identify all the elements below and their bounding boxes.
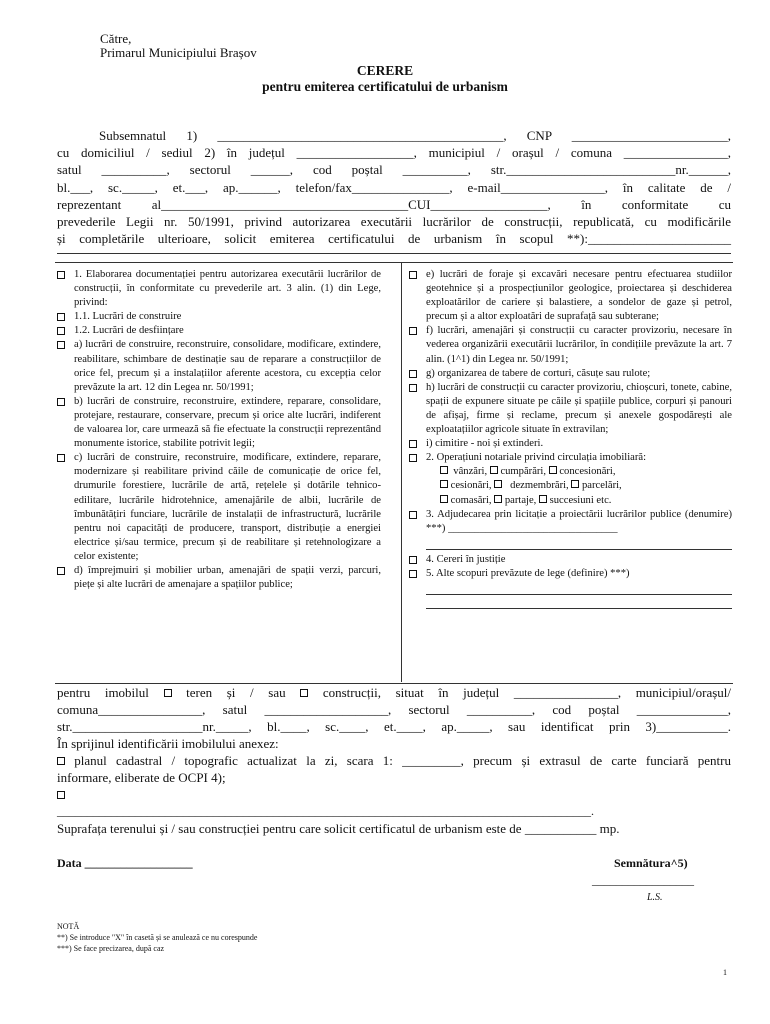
other-purpose-blank-line[interactable] — [426, 595, 732, 609]
checkbox-icon[interactable] — [409, 384, 417, 392]
seal-label: L.S. — [647, 892, 663, 903]
option-transfers: cesionări, — [450, 480, 492, 492]
recipient-label: Către, — [100, 31, 132, 46]
checkbox-icon[interactable] — [409, 271, 417, 279]
applicant-name-line[interactable]: Subsemnatul 1) ____________________________________________, CNP ________________________, — [99, 128, 731, 143]
option-c[interactable]: c) lucrări de construire, reconstruire, modificare, extindere, reparare, modernizare și reabilitare privind căile de comunicație de orice fel, drumurile forestiere, lucrările de artă, rețelele și dotările tehnico-edilitare, lucrările hidrotehnice, amenajările de albii, lucrările de îmbunătățiri funciare, lucrările de instalații de infrastructură, lucrările pentru noi capacități de producere, transport, distribuție a energiei electrice și/sau termice, precum și de reabilitare și retehnologizare a celor existente; — [56, 451, 381, 564]
option-1-authorization[interactable]: 1. Elaborarea documentației pentru autorizarea executării lucrărilor de construcții, în conformitate cu prevederile art. 3 alin. (1) din Lege, privind: — [56, 268, 381, 310]
legal-basis-line: prevederile Legii nr. 50/1991, privind autorizarea executării lucrărilor de construcții, republicată, cu modificările — [57, 214, 731, 230]
annex-plan-line-cont: informare, eliberate de OCPI 4); — [57, 770, 226, 785]
annex-other-blank[interactable]: _________________________________________________________________________________________. — [57, 804, 594, 818]
option-g[interactable]: g) organizarea de tabere de corturi, căsuțe sau rulote; — [408, 367, 732, 381]
option-partitions: partaje, — [504, 494, 537, 506]
signature-label: Semnătura^5) — [614, 856, 688, 870]
addressee: Primarul Municipiului Brașov — [100, 45, 257, 60]
form-title: CERERE — [356, 63, 414, 78]
note-1: **) Se introduce "X" în casetă și se anulează ce nu corespunde — [57, 933, 258, 942]
property-section — [57, 684, 731, 837]
purpose-line[interactable]: și completările ulterioare, solicit emiterea certificatului de urbanism în scopul **):______________________ — [57, 231, 731, 247]
property-address-line[interactable]: str.____________________nr._____, bl.____, sc.____, et.____, ap._____, sau identificat prin 3)___________. — [57, 719, 731, 734]
checkbox-icon[interactable] — [57, 341, 65, 349]
page-number: 1 — [723, 968, 727, 977]
purpose-blank-line[interactable] — [57, 253, 731, 254]
checkbox-icon[interactable] — [549, 466, 557, 474]
option-5-other[interactable]: 5. Alte scopuri prevăzute de lege (definire) ***) — [408, 567, 732, 581]
option-3-auction[interactable]: 3. Adjudecarea prin licitație a proiectării lucrărilor publice (denumire) ***) ________________________________ — [408, 508, 732, 536]
checkbox-icon[interactable] — [57, 567, 65, 575]
notarial-options-row — [408, 465, 732, 479]
option-1-2-demolition[interactable]: 1.2. Lucrări de desființare — [56, 324, 381, 338]
checkbox-icon[interactable] — [409, 327, 417, 335]
checkbox-icon[interactable] — [409, 556, 417, 564]
checkbox-icon[interactable] — [409, 440, 417, 448]
option-dismemberments: dezmembrări, — [510, 480, 569, 492]
checkbox-icon[interactable] — [164, 689, 172, 697]
option-h[interactable]: h) lucrări de construcții cu caracter provizoriu, chioșcuri, tonete, cabine, spații de expunere situate pe căile și spațiile publice, corpuri și panouri de afișaj, firme și reclame, precum și anexele gospodărești ale exploatațiilor agricole situate în extravilan; — [408, 381, 732, 437]
option-purchases: cumpărări, — [500, 466, 547, 478]
representative-line[interactable]: reprezentant al______________________________________CUI__________________, în conformitate cu — [57, 196, 731, 212]
option-parcelling: parcelări, — [582, 480, 622, 492]
property-type-line: pentru imobilul teren și / sau construcții, situat în județul ________________, municipiul/orașul/ — [57, 685, 732, 700]
checkbox-icon[interactable] — [440, 480, 448, 488]
checkbox-icon[interactable] — [57, 791, 65, 799]
left-options-column — [56, 268, 381, 592]
option-a[interactable]: a) lucrări de construire, reconstruire, consolidare, modificare, extindere, reabilitare, schimbare de destinație sau de reparare a construcțiilor de orice fel, precum și a instalațiilor aferente acestora, cu excepția celor prevăzute la art. 12 din Legea nr. 50/1991; — [56, 338, 381, 394]
option-4-court[interactable]: 4. Cereri în justiție — [408, 553, 732, 567]
option-2-notarial[interactable]: 2. Operațiuni notariale privind circulația imobiliară: — [408, 451, 732, 465]
checkbox-icon[interactable] — [409, 454, 417, 462]
note-title: NOTĂ — [57, 922, 80, 931]
option-consolidation: comasări, — [450, 494, 492, 506]
option-b[interactable]: b) lucrări de construire, reconstruire, extindere, reparare, consolidare, protejare, restaurare, conservare, precum și orice alte lucrări, indiferent de valoarea lor, care urmează să fie efectuate la construcții reprezentând monumente istorice, stabilite potrivit legii; — [56, 395, 381, 451]
form-subtitle: pentru emiterea certificatului de urbanism — [262, 79, 508, 94]
auction-blank-line[interactable] — [426, 536, 732, 550]
date-field[interactable]: Data __________________ — [57, 856, 193, 870]
note-2: ***) Se face precizarea, după caz — [57, 944, 165, 953]
checkbox-icon[interactable] — [571, 480, 579, 488]
notarial-options-row — [408, 494, 732, 508]
applicant-contact-line[interactable]: bl.___, sc._____, et.___, ap.______, telefon/fax_______________, e-mail________________, în calitate de / — [57, 179, 731, 195]
checkbox-icon[interactable] — [57, 454, 65, 462]
applicant-address-line[interactable]: cu domiciliul / sediul 2) în județul __________________, municipiul / orașul / comuna ________________, — [57, 145, 731, 161]
checkbox-icon[interactable] — [57, 271, 65, 279]
option-successions: succesiuni etc. — [549, 494, 612, 506]
annex-heading: În sprijinul identificării imobilului anexez: — [57, 736, 279, 751]
option-d[interactable]: d) împrejmuiri și mobilier urban, amenajări de spații verzi, parcuri, piețe și alte lucrări de amenajare a spațiilor publice; — [56, 564, 381, 592]
annex-plan-line[interactable]: planul cadastral / topografic actualizat la zi, scara 1: _________, precum și extrasul de carte funciară pentru — [57, 752, 731, 769]
option-i[interactable]: i) cimitire - noi și extinderi. — [408, 437, 732, 451]
applicant-address-line[interactable]: satul __________, sectorul ______, cod poștal __________, str.__________________________nr.______, — [57, 162, 731, 178]
option-1-1-construction[interactable]: 1.1. Lucrări de construire — [56, 310, 381, 324]
right-options-column — [408, 268, 732, 609]
option-e[interactable]: e) lucrări de foraje și excavări necesare pentru efectuarea studiilor geotehnice și a prospecțiunilor geologice, proiectarea și deschiderea exploatărilor de cariere și balastiere, a sondelor de gaze și petrol, precum și a altor exploatări de suprafață sau subterane; — [408, 268, 732, 324]
checkbox-icon[interactable] — [494, 480, 502, 488]
checkbox-icon[interactable] — [539, 495, 547, 503]
signature-line[interactable]: _________________ — [592, 873, 694, 887]
checkbox-icon[interactable] — [490, 466, 498, 474]
property-address-line[interactable]: comuna________________, satul ___________________, sectorul __________, cod poștal ______________, — [57, 702, 731, 717]
checkbox-icon[interactable] — [409, 511, 417, 519]
checkbox-icon[interactable] — [409, 570, 417, 578]
annex-other-line[interactable] — [57, 786, 731, 803]
checkbox-icon[interactable] — [57, 327, 65, 335]
checkbox-icon[interactable] — [409, 370, 417, 378]
notarial-options-row — [408, 479, 732, 493]
checkbox-icon[interactable] — [300, 689, 308, 697]
applicant-section — [57, 127, 731, 247]
other-purpose-blank-line[interactable] — [426, 581, 732, 595]
column-divider — [401, 262, 402, 682]
checkbox-icon[interactable] — [57, 313, 65, 321]
checkbox-icon[interactable] — [494, 495, 502, 503]
checkbox-icon[interactable] — [57, 398, 65, 406]
option-f[interactable]: f) lucrări, amenajări și construcții cu caracter provizoriu, necesare în vederea organizării executării lucrărilor, în condițiile prevăzute la art. 7 alin. (1^1) din Legea nr. 50/1991; — [408, 324, 732, 366]
option-sales: vânzări, — [453, 466, 488, 478]
option-concessions: concesionări, — [559, 466, 616, 478]
checkbox-icon[interactable] — [440, 466, 448, 474]
checkbox-icon[interactable] — [440, 495, 448, 503]
checkbox-icon[interactable] — [57, 757, 65, 765]
surface-line[interactable]: Suprafața terenului și / sau construcției pentru care solicit certificatul de urbanism este de ___________ mp. — [57, 821, 620, 836]
